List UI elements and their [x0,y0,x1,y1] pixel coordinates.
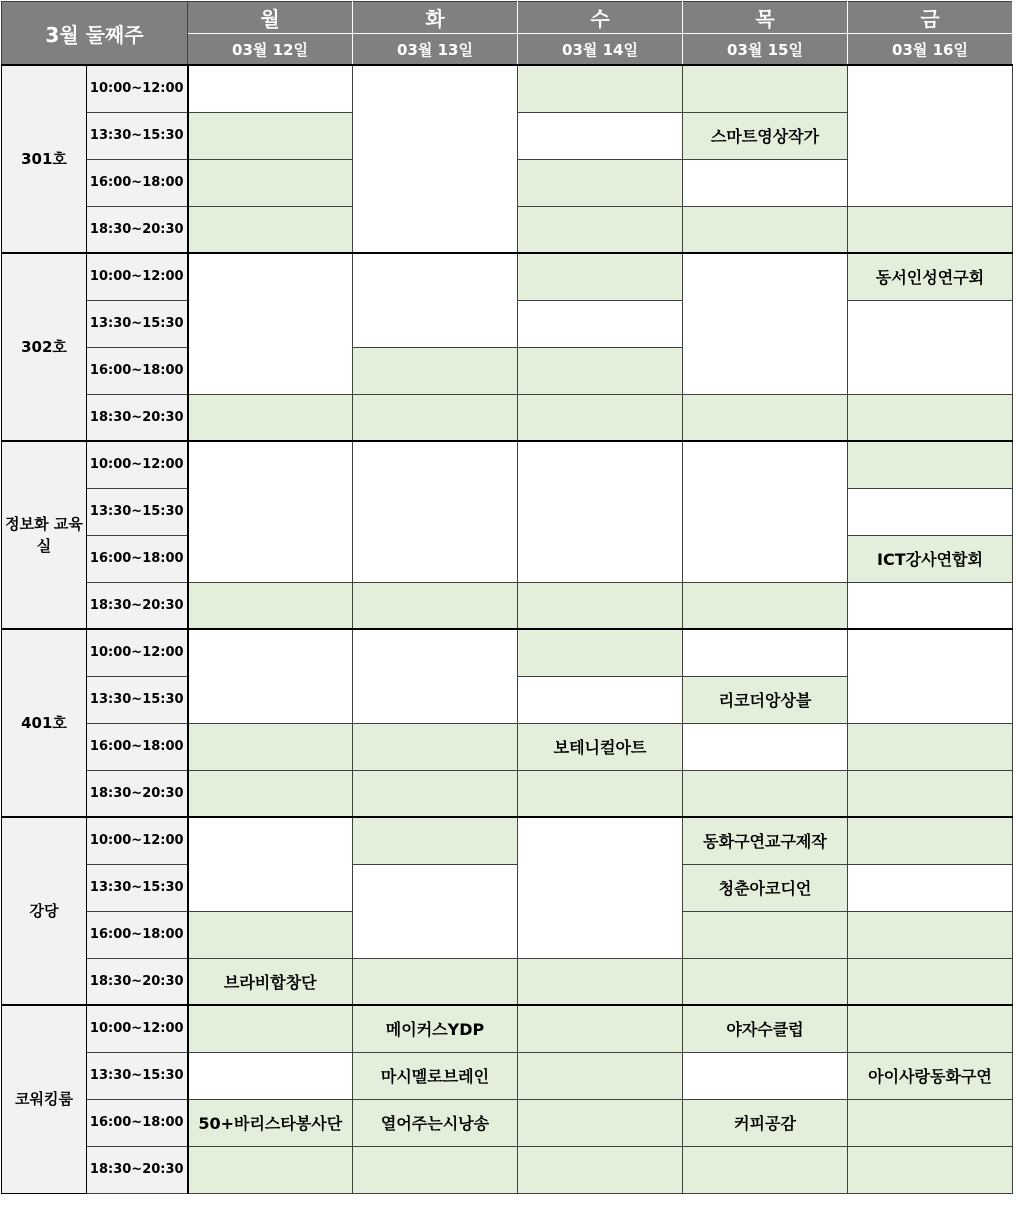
schedule-row [2,817,1013,864]
time-slot-label: 10:00~12:00 [87,253,188,300]
time-slot-label: 18:30~20:30 [87,582,188,629]
booked-slot[interactable]: 동화구연교구제작 [683,817,848,864]
room-label: 정보화 교육실 [2,441,87,629]
schedule-cell[interactable] [188,159,353,206]
schedule-cell[interactable] [518,206,683,253]
schedule-cell[interactable] [848,770,1013,817]
time-slot-label: 16:00~18:00 [87,911,188,958]
schedule-cell[interactable] [188,1005,353,1052]
room-label: 강당 [2,817,87,1005]
schedule-row [2,723,1013,770]
day-name: 월 [188,2,353,34]
schedule-cell[interactable] [848,582,1013,629]
booked-slot[interactable]: 메이커스YDP [353,1005,518,1052]
time-slot-label: 10:00~12:00 [87,441,188,488]
time-slot-label: 18:30~20:30 [87,958,188,1005]
schedule-cell[interactable] [188,1052,353,1099]
schedule-cell[interactable] [683,911,848,958]
schedule-cell[interactable] [683,958,848,1005]
day-date: 03월 12일 [188,34,353,66]
time-slot-label: 18:30~20:30 [87,394,188,441]
time-slot-label: 13:30~15:30 [87,676,188,723]
schedule-cell[interactable] [518,300,683,347]
schedule-cell[interactable] [518,1052,683,1099]
room-label: 401호 [2,629,87,817]
time-slot-label: 13:30~15:30 [87,300,188,347]
time-slot-label: 10:00~12:00 [87,1005,188,1052]
schedule-cell[interactable] [683,723,848,770]
schedule-cell[interactable] [188,629,353,723]
schedule-cell[interactable] [188,582,353,629]
time-slot-label: 16:00~18:00 [87,535,188,582]
schedule-cell[interactable] [518,441,683,582]
schedule-cell[interactable] [353,394,518,441]
schedule-cell[interactable] [848,629,1013,723]
time-slot-label: 13:30~15:30 [87,1052,188,1099]
schedule-cell[interactable] [188,65,353,112]
schedule-cell[interactable] [518,817,683,958]
time-slot-label: 16:00~18:00 [87,723,188,770]
schedule-cell[interactable] [188,770,353,817]
schedule-row [2,1099,1013,1146]
day-date: 03월 16일 [848,34,1013,66]
schedule-cell[interactable] [353,253,518,347]
time-slot-label: 16:00~18:00 [87,1099,188,1146]
schedule-cell[interactable] [353,347,518,394]
schedule-cell[interactable] [353,582,518,629]
schedule-cell[interactable] [848,958,1013,1005]
schedule-cell[interactable] [683,159,848,206]
schedule-cell[interactable] [848,300,1013,394]
schedule-cell[interactable] [518,112,683,159]
day-date: 03월 14일 [518,34,683,66]
schedule-cell[interactable] [848,817,1013,864]
schedule-cell[interactable] [518,629,683,676]
schedule-cell[interactable] [518,394,683,441]
schedule-row [2,394,1013,441]
schedule-cell[interactable] [848,441,1013,488]
time-slot-label: 18:30~20:30 [87,1146,188,1193]
day-name: 화 [353,2,518,34]
schedule-row [2,441,1013,488]
schedule-cell[interactable] [518,1099,683,1146]
schedule-cell[interactable] [188,394,353,441]
schedule-cell[interactable] [683,394,848,441]
schedule-cell[interactable] [353,864,518,958]
schedule-cell[interactable] [683,629,848,676]
time-slot-label: 10:00~12:00 [87,817,188,864]
time-slot-label: 18:30~20:30 [87,770,188,817]
schedule-cell[interactable] [353,958,518,1005]
schedule-cell[interactable] [518,253,683,300]
schedule-cell[interactable] [188,441,353,582]
schedule-cell[interactable] [848,864,1013,911]
booked-slot[interactable]: 50+바리스타봉사단 [188,1099,353,1146]
schedule-row [2,770,1013,817]
schedule-cell[interactable] [848,488,1013,535]
schedule-cell[interactable] [848,723,1013,770]
booked-slot[interactable]: 동서인성연구회 [848,253,1013,300]
booked-slot[interactable]: 아이사랑동화구연 [848,1052,1013,1099]
schedule-body [2,65,1013,1193]
schedule-cell[interactable] [683,65,848,112]
week-title: 3월 둘째주 [2,2,188,66]
schedule-cell[interactable] [518,1005,683,1052]
schedule-row [2,582,1013,629]
schedule-row [2,629,1013,676]
schedule-cell[interactable] [683,441,848,582]
schedule-table [1,1,1013,1194]
schedule-cell[interactable] [518,582,683,629]
schedule-cell[interactable] [353,629,518,723]
schedule-cell[interactable] [683,770,848,817]
schedule-cell[interactable] [518,65,683,112]
schedule-cell[interactable] [188,723,353,770]
day-date: 03월 13일 [353,34,518,66]
time-slot-label: 13:30~15:30 [87,864,188,911]
time-slot-label: 10:00~12:00 [87,629,188,676]
schedule-row [2,1146,1013,1193]
schedule-cell[interactable] [188,817,353,911]
booked-slot[interactable]: 커피공감 [683,1099,848,1146]
schedule-cell[interactable] [848,1146,1013,1193]
schedule-cell[interactable] [683,206,848,253]
schedule-cell[interactable] [848,65,1013,206]
schedule-cell[interactable] [518,347,683,394]
time-slot-label: 10:00~12:00 [87,65,188,112]
schedule-cell[interactable] [353,1146,518,1193]
schedule-cell[interactable] [188,1146,353,1193]
schedule-row [2,1052,1013,1099]
booked-slot[interactable]: 스마트영상작가 [683,112,848,159]
schedule-cell[interactable] [683,582,848,629]
schedule-cell[interactable] [188,253,353,394]
schedule-cell[interactable] [683,1052,848,1099]
schedule-cell[interactable] [683,1146,848,1193]
time-slot-label: 13:30~15:30 [87,488,188,535]
schedule-cell[interactable] [188,206,353,253]
schedule-cell[interactable] [848,394,1013,441]
schedule-cell[interactable] [683,253,848,394]
day-name: 목 [683,2,848,34]
schedule-row [2,65,1013,112]
schedule-cell[interactable] [518,159,683,206]
booked-slot[interactable]: 보테니컬아트 [518,723,683,770]
booked-slot[interactable]: 청춘아코디언 [683,864,848,911]
schedule-row [2,1005,1013,1052]
room-label: 코워킹룸 [2,1005,87,1193]
booked-slot[interactable]: ICT강사연합회 [848,535,1013,582]
day-name: 금 [848,2,1013,34]
schedule-cell[interactable] [188,911,353,958]
day-name: 수 [518,2,683,34]
booked-slot[interactable]: 야자수클럽 [683,1005,848,1052]
schedule-row [2,958,1013,1005]
booked-slot[interactable]: 리코더앙상블 [683,676,848,723]
schedule-cell[interactable] [353,65,518,253]
schedule-cell[interactable] [518,676,683,723]
schedule-cell[interactable] [188,112,353,159]
schedule-cell[interactable] [848,1099,1013,1146]
time-slot-label: 16:00~18:00 [87,347,188,394]
schedule-cell[interactable] [353,817,518,864]
schedule-cell[interactable] [848,911,1013,958]
schedule-cell[interactable] [353,723,518,770]
room-label: 301호 [2,65,87,253]
day-date: 03월 15일 [683,34,848,66]
schedule-cell[interactable] [353,441,518,582]
booked-slot[interactable]: 브라비합창단 [188,958,353,1005]
schedule-cell[interactable] [518,770,683,817]
schedule-cell[interactable] [848,206,1013,253]
room-label: 302호 [2,253,87,441]
schedule-cell[interactable] [353,770,518,817]
schedule-cell[interactable] [518,1146,683,1193]
schedule-cell[interactable] [848,1005,1013,1052]
day-header-row [2,2,1013,34]
time-slot-label: 16:00~18:00 [87,159,188,206]
booked-slot[interactable]: 마시멜로브레인 [353,1052,518,1099]
schedule-row [2,864,1013,911]
booked-slot[interactable]: 열어주는시낭송 [353,1099,518,1146]
time-slot-label: 13:30~15:30 [87,112,188,159]
schedule-cell[interactable] [518,958,683,1005]
schedule-row [2,253,1013,300]
time-slot-label: 18:30~20:30 [87,206,188,253]
